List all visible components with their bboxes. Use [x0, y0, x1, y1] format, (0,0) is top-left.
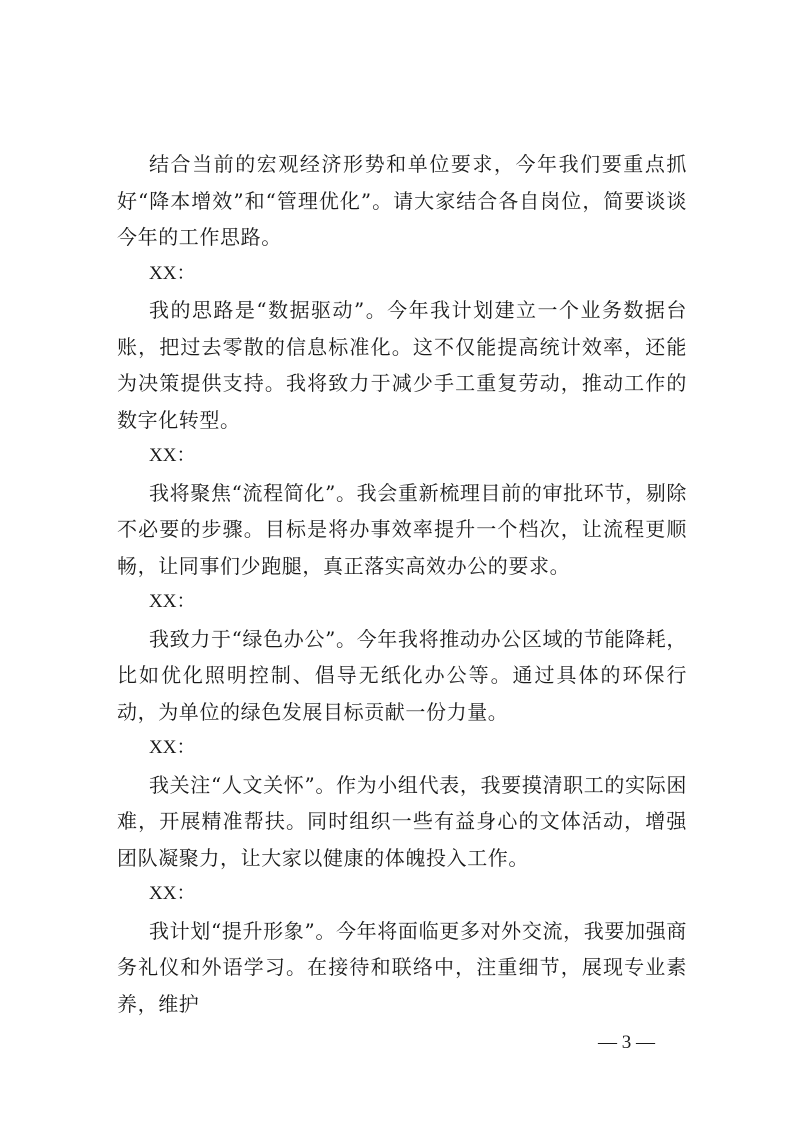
document-body [117, 146, 687, 1022]
speaker-label: XX： [149, 737, 196, 758]
paragraph-data-driven: 我的思路是“数据驱动”。今年我计划建立一个业务数据台账，把过去零散的信息标准化。这不仅能提高统计效率，还能为决策提供支持。我将致力于减少手工重复劳动，推动工作的数字化转型。 [117, 298, 687, 432]
paragraph-intro: 结合当前的宏观经济形势和单位要求，今年我们要重点抓好“降本增效”和“管理优化”。请大家结合各自岗位，简要谈谈今年的工作思路。 [117, 152, 687, 249]
paragraph-image-improvement: 我计划“提升形象”。今年将面临更多对外交流，我要加强商务礼仪和外语学习。在接待和联络中，注重细节，展现专业素养，维护 [117, 918, 687, 1016]
speaker-label: XX： [149, 445, 196, 466]
speaker-label: XX： [149, 262, 196, 284]
speaker-label: XX： [149, 883, 196, 904]
paragraph-process-simplification: 我将聚焦“流程简化”。我会重新梳理目前的审批环节，剔除不必要的步骤。目标是将办事效率提升一个档次，让流程更顺畅，让同事们少跑腿，真正落实高效办公的要求。 [117, 480, 687, 578]
page-number: — 3 — [598, 1032, 655, 1053]
paragraph-humanistic-care: 我关注“人文关怀”。作为小组代表，我要摸清职工的实际困难，开展精准帮扶。同时组织一些有益身心的文体活动，增强团队凝聚力，让大家以健康的体魄投入工作。 [117, 772, 687, 870]
paragraph-green-office: 我致力于“绿色办公”。今年我将推动办公区域的节能降耗，比如优化照明控制、倡导无纸化办公等。通过具体的环保行动，为单位的绿色发展目标贡献一份力量。 [117, 626, 687, 724]
speaker-label: XX： [149, 591, 196, 612]
